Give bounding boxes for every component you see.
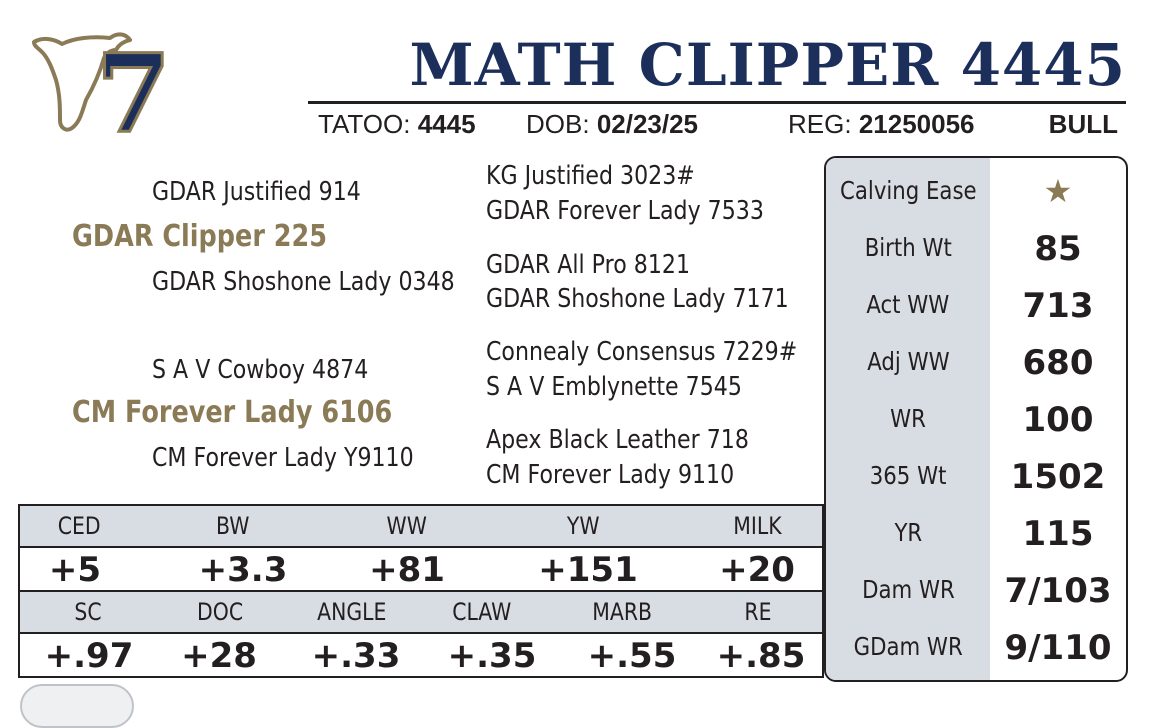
- perf-label: GDam WR: [853, 632, 963, 661]
- perf-value: 100: [1022, 400, 1094, 440]
- epd-table: [18, 504, 824, 678]
- reg-label: REG:: [788, 109, 852, 139]
- perf-value: 85: [1034, 229, 1082, 269]
- epd-value-angle: +.33: [311, 636, 401, 676]
- epd-label-bw: BW: [216, 512, 250, 540]
- performance-panel: [824, 156, 1128, 682]
- dam-dam-dam: CM Forever Lady 9110: [486, 460, 735, 490]
- epd-value-yw: +151: [538, 550, 638, 590]
- seal-badge: [20, 684, 134, 728]
- dam-sire-dam: S A V Emblynette 7545: [486, 372, 742, 402]
- perf-value: 1502: [1010, 457, 1106, 497]
- perf-row-birth-wt: [826, 219, 1126, 276]
- star-icon: ★: [1043, 172, 1073, 210]
- epd-label-angle: ANGLE: [317, 598, 387, 626]
- epd-label-milk: MILK: [732, 512, 782, 540]
- sire-dam: GDAR Shoshone Lady 0348: [152, 267, 455, 297]
- dam-sire: S A V Cowboy 4874: [152, 355, 369, 385]
- perf-label: WR: [890, 404, 926, 433]
- dob: [526, 110, 698, 139]
- reg-value: 21250056: [858, 109, 975, 139]
- dob-value: 02/23/25: [596, 109, 699, 139]
- epd-header-row-2: [20, 592, 822, 632]
- sire-name: GDAR Clipper 225: [72, 219, 328, 254]
- epd-divider: [20, 546, 822, 548]
- epd-label-claw: CLAW: [452, 598, 512, 626]
- epd-label-doc: DOC: [196, 598, 244, 626]
- epd-value-milk: +20: [719, 550, 795, 590]
- perf-row-dam-wr: [826, 561, 1126, 618]
- perf-value: 9/110: [1004, 628, 1112, 668]
- sire-dam-dam: GDAR Shoshone Lady 7171: [486, 284, 789, 314]
- perf-row-act-ww: [826, 276, 1126, 333]
- perf-row-yr: [826, 504, 1126, 561]
- epd-value-sc: +.97: [44, 636, 134, 676]
- epd-divider: [20, 632, 822, 634]
- perf-label: Adj WW: [866, 347, 950, 376]
- perf-row-gdam-wr: [826, 618, 1126, 675]
- epd-label-re: RE: [744, 598, 772, 626]
- perf-label: YR: [894, 518, 922, 547]
- dam-dam: CM Forever Lady Y9110: [152, 443, 414, 473]
- dam-dam-sire: Apex Black Leather 718: [486, 425, 749, 455]
- epd-value-marb: +.55: [587, 636, 677, 676]
- sire-sire-dam: GDAR Forever Lady 7533: [486, 196, 764, 226]
- epd-value-ced: +5: [48, 550, 102, 590]
- animal-name: MATH CLIPPER 4445: [409, 31, 1126, 99]
- reg: [788, 110, 975, 139]
- epd-label-yw: YW: [566, 512, 600, 540]
- epd-value-bw: +3.3: [198, 550, 288, 590]
- dam-sire-sire: Connealy Consensus 7229#: [486, 337, 798, 367]
- perf-value: 680: [1022, 343, 1094, 383]
- perf-value: 713: [1022, 286, 1094, 326]
- dob-label: DOB:: [526, 109, 590, 139]
- tattoo-label: TATOO:: [318, 109, 411, 139]
- epd-label-marb: MARB: [592, 598, 652, 626]
- perf-row-365-wt: [826, 447, 1126, 504]
- perf-value: 115: [1022, 514, 1094, 554]
- sire-sire-sire: KG Justified 3023#: [486, 161, 695, 191]
- sex-label: BULL: [1048, 109, 1118, 139]
- tattoo: [318, 110, 476, 139]
- epd-value-doc: +28: [181, 636, 257, 676]
- perf-label: Act WW: [866, 290, 950, 319]
- epd-label-sc: SC: [74, 598, 102, 626]
- epd-label-ww: WW: [386, 512, 428, 540]
- tattoo-value: 4445: [417, 109, 476, 139]
- header-rule: [308, 101, 1126, 104]
- sire-sire: GDAR Justified 914: [152, 177, 361, 207]
- perf-label: Dam WR: [861, 575, 955, 604]
- epd-label-ced: CED: [57, 512, 101, 540]
- perf-row-wr: [826, 390, 1126, 447]
- epd-value-ww: +81: [369, 550, 445, 590]
- epd-value-re: +.85: [716, 636, 806, 676]
- dam-name: CM Forever Lady 6106: [72, 395, 393, 430]
- perf-label: Calving Ease: [839, 176, 977, 205]
- epd-value-claw: +.35: [447, 636, 537, 676]
- perf-value: 7/103: [1004, 571, 1112, 611]
- sire-dam-sire: GDAR All Pro 8121: [486, 250, 691, 280]
- perf-label: Birth Wt: [864, 233, 952, 262]
- perf-row-adj-ww: [826, 333, 1126, 390]
- perf-label: 365 Wt: [869, 461, 947, 490]
- perf-row-calving-ease: [826, 162, 1126, 219]
- lot-number: 7: [96, 31, 172, 157]
